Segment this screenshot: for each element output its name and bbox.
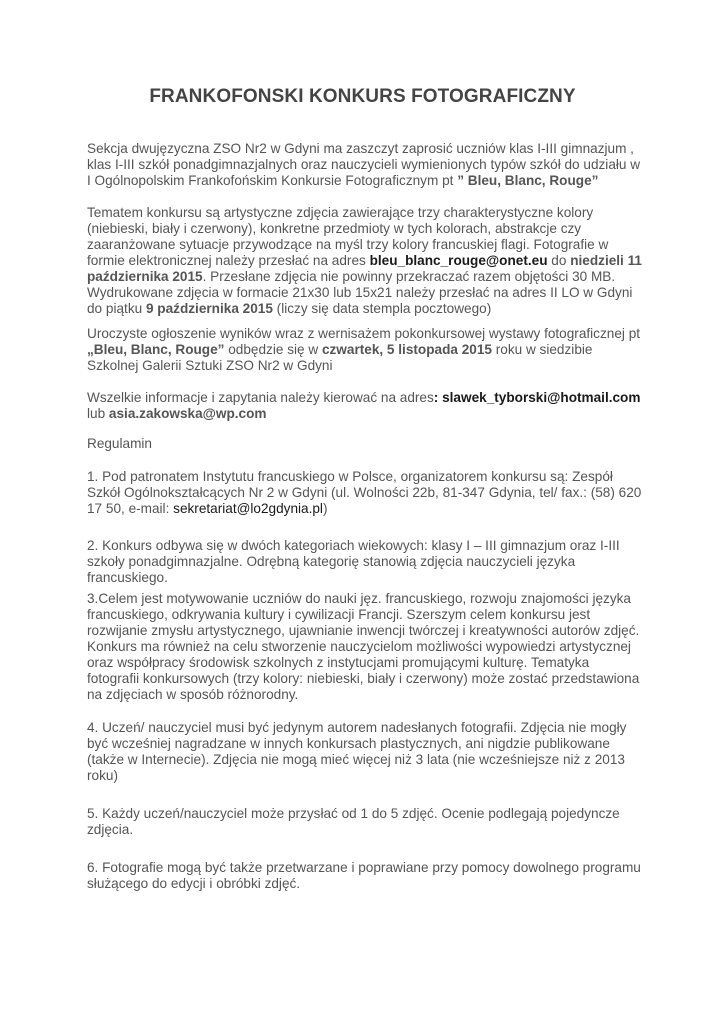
rule-3 xyxy=(87,591,647,703)
rule-line: rozwijanie zmysłu artystycznego, ujawnianie inwencji twórczej i kreatywności autorów zdjęć. xyxy=(87,623,640,638)
theme-line xyxy=(87,269,647,285)
ceremony-line xyxy=(87,342,647,358)
rule-line: francuskiego, odkrywania kultury i cywilizacji Francji. Szerszym celem konkursu jest xyxy=(87,607,591,622)
ceremony-paragraph xyxy=(87,326,647,374)
submission-email[interactable]: bleu_blanc_rouge@onet.eu xyxy=(369,253,548,268)
rule-line: na zdjęciach w sposób różnorodny. xyxy=(87,687,299,702)
intro-line xyxy=(87,173,647,189)
intro-paragraph xyxy=(87,141,647,189)
theme-line: Tematem konkursu są artystyczne zdjęcia zawierające trzy charakterystyczne kolory xyxy=(87,205,594,220)
rules-heading: Regulamin xyxy=(87,436,152,451)
contact-text: lub xyxy=(87,406,109,421)
rule-line: zdjęcia. xyxy=(87,822,134,837)
rule-4 xyxy=(87,720,647,784)
rule-line: fotografii konkursowych (trzy kolory: niebieski, biały i czerwony) może zostać przedstawiona xyxy=(87,671,640,686)
contact-email[interactable]: asia.zakowska@wp.com xyxy=(108,406,267,421)
ceremony-text: roku w siedzibie xyxy=(491,342,593,357)
intro-line: Sekcja dwujęzyczna ZSO Nr2 w Gdyni ma zaszczyt zaprosić uczniów klas I-III gimnazjum , xyxy=(87,141,634,156)
contest-name: ” Bleu, Blanc, Rouge” xyxy=(457,173,599,188)
rule-line: Konkurs ma również na celu stworzenie nauczycielom możliwości wypowiedzi artystycznej xyxy=(87,639,631,654)
intro-line: klas I-III szkół ponadgimnazjalnych oraz nauczycieli wymienionych typów szkół do udziału w xyxy=(87,157,641,172)
theme-text: do piątku xyxy=(87,301,146,316)
theme-line xyxy=(87,253,647,269)
theme-text: . Przesłane zdjęcia nie powinny przekraczać razem objętości 30 MB. xyxy=(202,269,616,284)
rule-1 xyxy=(87,469,647,517)
theme-text: do xyxy=(547,253,571,268)
ceremony-line: Szkolnej Galerii Sztuki ZSO Nr2 w Gdyni xyxy=(87,358,333,373)
theme-text: (liczy się data stempla pocztowego) xyxy=(272,301,492,316)
rule-line: być wcześniej nagradzane w innych konkursach plastycznych, ani nigdzie publikowane xyxy=(87,736,610,751)
rule-2 xyxy=(87,538,647,586)
rule-6 xyxy=(87,860,647,892)
ceremony-date: czwartek, 5 listopada 2015 xyxy=(321,342,492,357)
rule-line: służącego do edycji i obróbki zdjęć. xyxy=(87,876,301,891)
rule-line: (także w Internecie). Zdjęcia nie mogą mieć więcej niż 3 lata (nie wcześniejsze niż z 2013 xyxy=(87,752,625,767)
rule-line xyxy=(87,501,647,517)
theme-text: formie elektronicznej należy przesłać na adres xyxy=(87,253,370,268)
contact-paragraph xyxy=(87,390,647,422)
intro-text: I Ogólnopolskim Frankofońskim Konkursie Fotograficznym pt xyxy=(87,173,458,188)
contact-line xyxy=(87,390,647,406)
rule-line: roku) xyxy=(87,768,118,783)
document-title: FRANKOFONSKI KONKURS FOTOGRAFICZNY xyxy=(149,86,576,107)
theme-line xyxy=(87,301,647,317)
theme-line: Wydrukowane zdjęcia w formacie 21x30 lub 15x21 należy przesłać na adres II LO w Gdyni xyxy=(87,285,633,300)
rule-5 xyxy=(87,806,647,838)
rule-line: 2. Konkurs odbywa się w dwóch kategoriach wiekowych: klasy I – III gimnazjum oraz I-III xyxy=(87,538,620,553)
deadline-date: niedzieli 11 xyxy=(570,253,642,268)
secretariat-email[interactable]: sekretariat@lo2gdynia.pl xyxy=(173,501,323,516)
contact-email[interactable]: : slawek_tyborski@hotmail.com xyxy=(433,390,641,405)
rule-line: 6. Fotografie mogą być także przetwarzane i poprawiane przy pomocy dowolnego programu xyxy=(87,860,641,875)
rule-line: oraz współpracy środowisk szkolnych z instytucjami promującymi kulturę. Tematyka xyxy=(87,655,590,670)
rule-line: francuskiego. xyxy=(87,570,168,585)
rule-line: Szkół Ogólnokształcących Nr 2 w Gdyni (ul. Wolności 22b, 81-347 Gdynia, tel/ fax.: (58) 620 xyxy=(87,485,642,500)
theme-line: zaaranżowane sytuacje przywodzące na myśl trzy kolory francuskiej flagi. Fotografie w xyxy=(87,237,609,252)
rule-line: 4. Uczeń/ nauczyciel musi być jedynym autorem nadesłanych fotografii. Zdjęcia nie mogły xyxy=(87,720,627,735)
contact-text: Wszelkie informacje i zapytania należy kierować na adres xyxy=(87,390,434,405)
rule-line: 1. Pod patronatem Instytutu francuskiego w Polsce, organizatorem konkursu są: Zespół xyxy=(87,469,613,484)
rule-line: szkoły ponadgimnazjalne. Odrębną kategorię stanowią zdjęcia nauczycieli języka xyxy=(87,554,576,569)
ceremony-line: Uroczyste ogłoszenie wyników wraz z wernisażem pokonkursowej wystawy fotograficznej pt xyxy=(87,326,641,341)
theme-line: (niebieski, biały i czerwony), konkretne przedmioty w tych kolorach, abstrakcje czy xyxy=(87,221,582,236)
deadline-date: października 2015 xyxy=(87,269,203,284)
rule-line: 5. Każdy uczeń/nauczyciel może przysłać od 1 do 5 zdjęć. Ocenie podlegają pojedyncze xyxy=(87,806,620,821)
rule-text: ) xyxy=(322,501,328,516)
rule-line: 3.Celem jest motywowanie uczniów do nauki jęz. francuskiego, rozwoju znajomości języka xyxy=(87,591,631,606)
contact-line xyxy=(87,406,647,422)
postal-deadline-date: 9 października 2015 xyxy=(145,301,273,316)
rule-text: 17 50, e-mail: xyxy=(87,501,174,516)
ceremony-text: odbędzie się w xyxy=(224,342,322,357)
exhibition-name: „Bleu, Blanc, Rouge” xyxy=(87,342,225,357)
theme-paragraph xyxy=(87,205,647,317)
